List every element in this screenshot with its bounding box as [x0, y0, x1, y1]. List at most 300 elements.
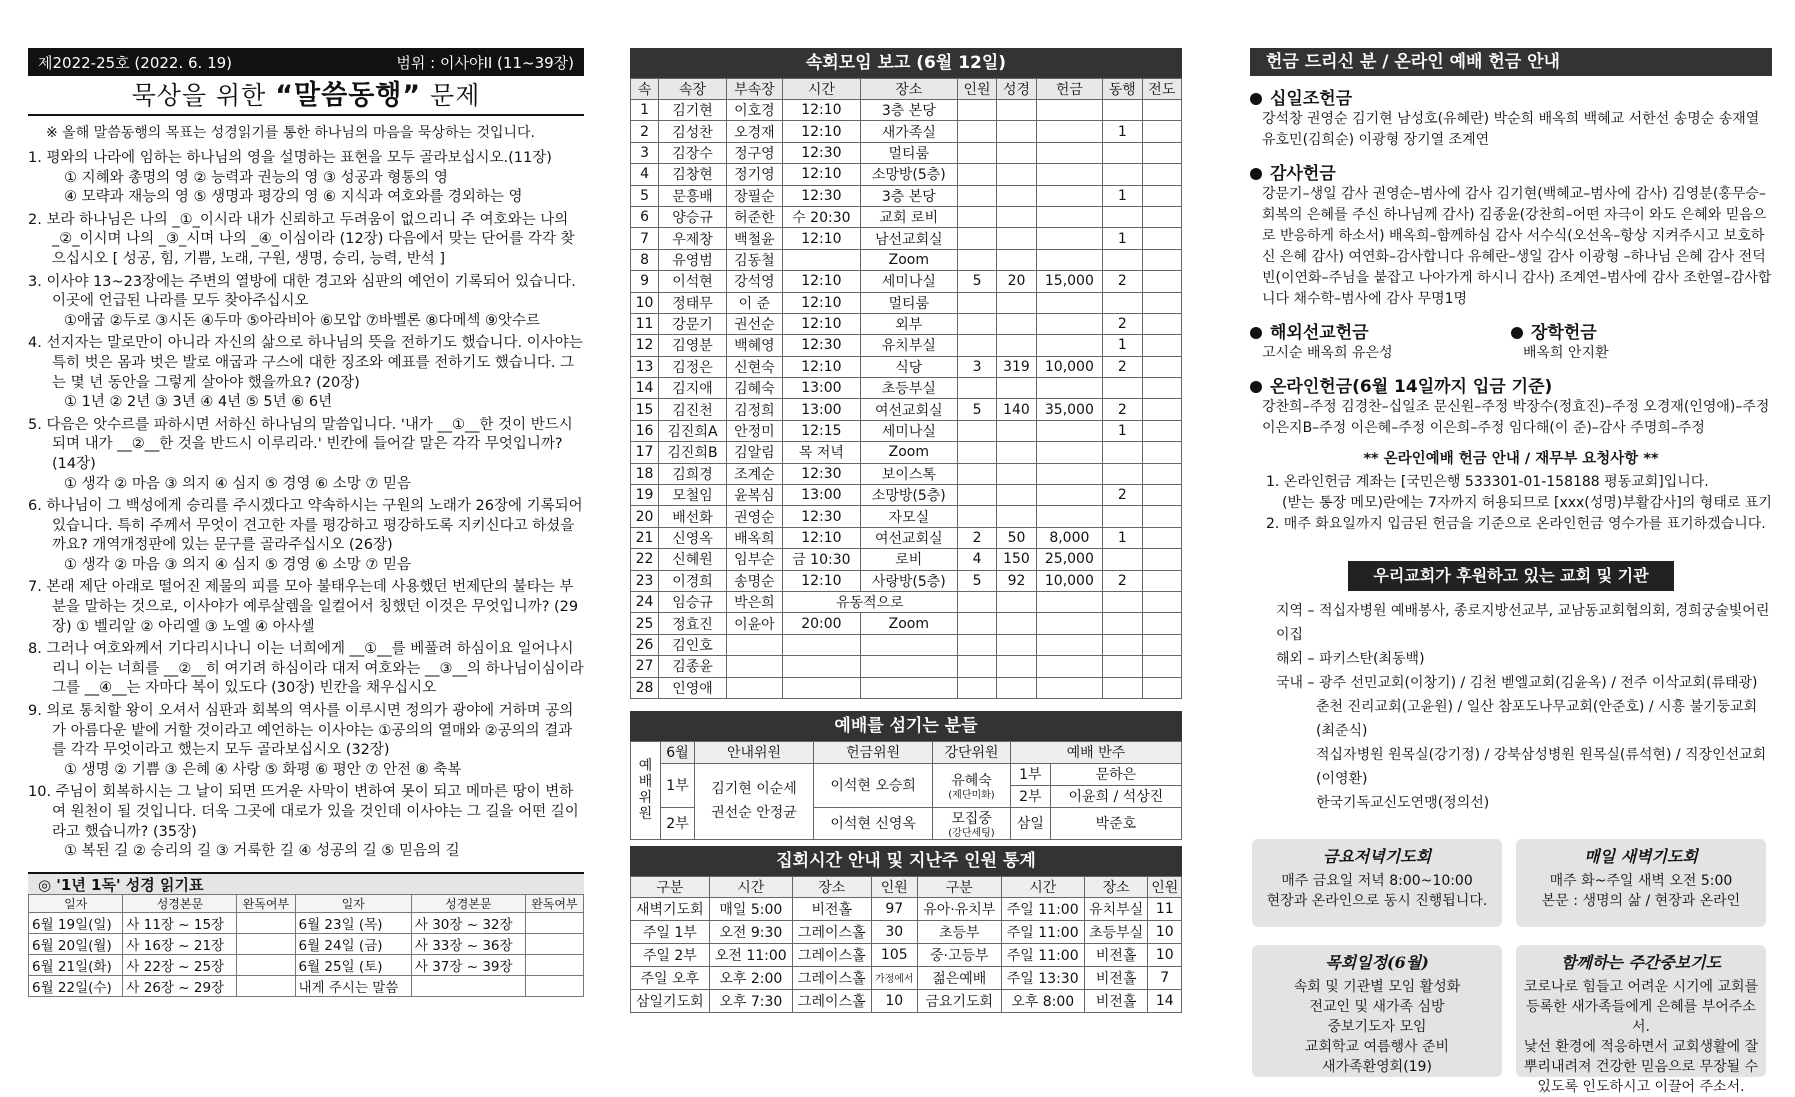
table-row	[631, 378, 1182, 399]
small-group-cell	[1142, 164, 1182, 185]
dawn-prayer-line1: 매주 화~주일 새벽 오전 5:00	[1549, 873, 1733, 889]
small-group-cell: 강석영	[726, 271, 782, 292]
meeting-cell: 14	[1148, 989, 1182, 1012]
reading-cell: 내게 주시는 말씀	[295, 975, 411, 996]
small-group-cell: 12:10	[782, 121, 860, 142]
small-group-table	[630, 78, 1182, 699]
small-group-cell: 목 저녁	[782, 442, 860, 463]
dawn-prayer-box	[1516, 839, 1766, 927]
weekly-prayer-line: 있도록 인도하시고 이끌어 주소서.	[1537, 1079, 1745, 1095]
table-row	[631, 249, 1182, 270]
table-row	[631, 613, 1182, 634]
small-group-header: 전도	[1142, 79, 1182, 100]
reading-cell	[237, 912, 295, 933]
small-group-cell	[1036, 378, 1102, 399]
small-group-cell	[1036, 463, 1102, 484]
table-row	[29, 933, 584, 954]
meeting-title: 집회시간 안내 및 지난주 인원 통계	[630, 846, 1182, 876]
meeting-cell: 오후 7:30	[709, 989, 792, 1012]
small-group-cell: 12:10	[782, 100, 860, 121]
notice-1: 1. 온라인헌금 계좌는 [국민은행 533301-01-158188 평동교회]입니다.	[1266, 474, 1709, 490]
small-group-cell: 이호경	[726, 100, 782, 121]
small-group-cell	[782, 677, 860, 698]
small-group-cell: 배옥희	[726, 527, 782, 548]
small-group-cell: 27	[631, 656, 659, 677]
small-group-cell: 김희경	[659, 463, 727, 484]
small-group-cell: Zoom	[860, 442, 957, 463]
title-post: 문제	[421, 81, 481, 110]
small-group-cell	[726, 656, 782, 677]
table-row	[631, 677, 1182, 698]
small-group-cell: 15,000	[1036, 271, 1102, 292]
small-group-cell	[1103, 164, 1142, 185]
table-row	[631, 485, 1182, 506]
small-group-cell: 13:00	[782, 399, 860, 420]
small-group-cell	[1036, 591, 1102, 612]
acc-r1-name: 문하은	[1050, 763, 1181, 785]
weekly-prayer-line: 코로나로 힘들고 어려운 시기에 교회를	[1523, 979, 1759, 995]
small-group-cell	[1103, 677, 1142, 698]
small-group-cell: 12:10	[782, 527, 860, 548]
small-group-cell: 12:10	[782, 570, 860, 591]
small-group-cell	[726, 634, 782, 655]
small-group-cell	[1103, 100, 1142, 121]
small-group-cell: 8,000	[1036, 527, 1102, 548]
reading-cell: 6월 24일 (금)	[295, 933, 411, 954]
small-group-cell: 자모실	[860, 506, 957, 527]
meeting-cell: 주일 11:00	[1001, 897, 1084, 920]
small-group-cell: 김알림	[726, 442, 782, 463]
small-group-cell	[1142, 378, 1182, 399]
altar1: 유혜숙	[951, 772, 992, 789]
small-group-cell: 김동철	[726, 249, 782, 270]
reading-header: 완독여부	[237, 894, 295, 912]
support-domestic-2: 춘천 진리교회(고윤원) / 일산 참포도나무교회(안준호) / 시흥 불기둥교회(최준식)	[1316, 699, 1758, 739]
meeting-cell: 새벽기도회	[631, 897, 710, 920]
small-group-cell	[1036, 634, 1102, 655]
reading-cell	[525, 933, 583, 954]
small-group-cell	[997, 442, 1036, 463]
table-row	[631, 121, 1182, 142]
small-group-cell: 식당	[860, 356, 957, 377]
meeting-cell: 초등부	[917, 920, 1001, 943]
small-group-cell: 12	[631, 335, 659, 356]
small-group-cell	[997, 677, 1036, 698]
small-group-cell: 24	[631, 591, 659, 612]
small-group-cell: 교회 로비	[860, 206, 957, 227]
acc-r2-name: 이윤희 / 석상진	[1050, 785, 1181, 807]
small-group-cell	[1036, 420, 1102, 441]
small-group-cell	[957, 591, 996, 612]
question	[28, 149, 584, 208]
meeting-table	[630, 876, 1182, 1013]
small-group-cell: 김창현	[659, 164, 727, 185]
small-group-cell: 우제창	[659, 228, 727, 249]
schedule-line: 중보기도자 모임	[1327, 1019, 1427, 1035]
meeting-cell: 그레이스홀	[792, 920, 871, 943]
offering-r2: 이석현 신영옥	[814, 807, 933, 839]
table-row	[631, 399, 1182, 420]
reading-header: 완독여부	[525, 894, 583, 912]
question-text: 10. 주님이 회복하시는 그 날이 되면 뜨거운 사막이 변하여 못이 되고 메마른 땅이 변하여 원천이 될 것입니다. 더욱 그곳에 대로가 있을 것인데 이사야는 그 길을 어떤 길이라고 했습니까? (35장)	[28, 784, 579, 840]
small-group-cell: 19	[631, 485, 659, 506]
offering-r1: 이석현 오승희	[814, 763, 933, 807]
small-group-header: 속	[631, 79, 659, 100]
small-group-cell: 김지애	[659, 378, 727, 399]
r1-label: 1부	[661, 763, 695, 807]
small-group-cell: 오경재	[726, 121, 782, 142]
question-list	[28, 149, 584, 862]
small-group-cell	[1036, 185, 1102, 206]
thanks-title: 감사헌금	[1270, 164, 1336, 184]
table-row	[631, 420, 1182, 441]
question-text: 2. 보라 하나님은 나의 _①_이시라 내가 신뢰하고 두려움이 없으리니 주 여호와는 나의 _②_이시며 나의 _③_시며 나의 _④_이심이라 (12장) 다음에서 맞는 단어를 각각 찾으십시오 [ 성공, 힘, 기쁨, 노래, 구원, 생명, 승리, 능력, 반석 ]	[28, 211, 575, 267]
question-options: ① 복된 길 ② 승리의 길 ③ 거룩한 길 ④ 성공의 길 ⑤ 믿음의 길	[64, 843, 460, 860]
small-group-cell: 송명순	[726, 570, 782, 591]
table-row	[631, 506, 1182, 527]
offering-header: 헌금위원	[814, 741, 933, 763]
small-group-cell: 5	[957, 570, 996, 591]
notice-2: 2. 매주 화요일까지 입금된 헌금을 기준으로 온라인헌금 영수가를 표기하겠습니다.	[1266, 516, 1766, 532]
small-group-cell	[782, 634, 860, 655]
small-group-cell: 14	[631, 378, 659, 399]
meeting-cell: 그레이스홀	[792, 966, 871, 989]
dawn-prayer-line2: 본문 : 생명의 삶 / 현장과 온라인	[1541, 893, 1741, 909]
small-group-cell	[1103, 378, 1142, 399]
meeting-cell: 유치부실	[1084, 897, 1148, 920]
small-group-cell: 유치부실	[860, 335, 957, 356]
small-group-cell: 정기영	[726, 164, 782, 185]
tithe-names: 강석창 권영순 김기현 남성호(유혜란) 박순희 배옥희 백혜교 서한선 송명순 송재열 유호민(김희순) 이광형 장기열 조계연	[1262, 111, 1760, 148]
small-group-cell	[1103, 549, 1142, 570]
small-group-cell: 백철윤	[726, 228, 782, 249]
title-main: “말씀동행”	[275, 80, 422, 111]
small-group-cell: 12:10	[782, 356, 860, 377]
small-group-cell	[1142, 271, 1182, 292]
small-group-cell: 2	[1103, 485, 1142, 506]
small-group-cell	[997, 463, 1036, 484]
small-group-cell: 김진희A	[659, 420, 727, 441]
small-group-cell: 1	[1103, 527, 1142, 548]
small-group-cell	[957, 420, 996, 441]
small-group-cell: 15	[631, 399, 659, 420]
small-group-cell	[1103, 442, 1142, 463]
small-group-cell: 권영순	[726, 506, 782, 527]
notice-list	[1250, 472, 1772, 535]
meeting-cell: 비전홀	[1084, 989, 1148, 1012]
small-group-cell	[1103, 591, 1142, 612]
small-group-cell	[782, 249, 860, 270]
small-group-cell: 12:10	[782, 313, 860, 334]
table-row	[29, 975, 584, 996]
small-group-cell	[957, 206, 996, 227]
small-group-cell: 유동적으로	[782, 591, 957, 612]
reading-cell	[237, 975, 295, 996]
schedule-box	[1252, 945, 1502, 1077]
small-group-cell	[1142, 570, 1182, 591]
small-group-cell	[997, 228, 1036, 249]
table-row	[631, 549, 1182, 570]
small-group-cell	[1036, 142, 1102, 163]
small-group-cell: 세미나실	[860, 271, 957, 292]
weekly-prayer-line: 등록한 새가족들에게 은혜를 부어주소서.	[1526, 999, 1756, 1035]
small-group-cell	[1142, 142, 1182, 163]
small-group-cell: 1	[1103, 121, 1142, 142]
small-group-cell: 배선화	[659, 506, 727, 527]
small-group-cell: 이경희	[659, 570, 727, 591]
small-group-cell: 13:00	[782, 485, 860, 506]
small-group-cell: 1	[631, 100, 659, 121]
small-group-cell: 92	[997, 570, 1036, 591]
worship-title: 예배를 섬기는 분들	[630, 711, 1182, 741]
small-group-cell	[1103, 656, 1142, 677]
small-group-cell: 여선교회실	[860, 399, 957, 420]
table-row	[631, 292, 1182, 313]
table-row	[631, 164, 1182, 185]
small-group-cell: 12:30	[782, 142, 860, 163]
support-overseas: 해외 – 파키스탄(최동백)	[1276, 651, 1425, 667]
question-options: ①애굽 ②두로 ③시돈 ④두마 ⑤아라비아 ⑥모압 ⑦바벨론 ⑧다메섹 ⑨앗수르	[64, 312, 541, 329]
scholar-title: 장학헌금	[1531, 323, 1597, 343]
small-group-cell: 3층 본당	[860, 185, 957, 206]
support-domestic: 국내 – 광주 선민교회(이창기) / 김천 벧엘교회(김윤옥) / 전주 이삭교회(류태광)	[1276, 675, 1758, 691]
meeting-cell: 10	[871, 989, 917, 1012]
question-options: ① 생각 ② 마음 ③ 의지 ④ 심지 ⑤ 경영 ⑥ 소망 ⑦ 믿음	[64, 556, 412, 573]
small-group-cell: 로비	[860, 549, 957, 570]
question	[28, 783, 584, 861]
small-group-cell: 2	[1103, 356, 1142, 377]
meeting-header: 시간	[1001, 876, 1084, 897]
small-group-cell: 양승규	[659, 206, 727, 227]
question-text: 6. 하나님이 그 백성에게 승리를 주시겠다고 약속하시는 구원의 노래가 26장에 기록되어 있습니다. 특히 주께서 무엇이 견고한 자를 평강하고 평강하도록 지키신다고 하셨을까요? 개역개정판에 있는 문구를 골라주십시오 (26장)	[28, 498, 583, 554]
schedule-line: 교회학교 여름행사 준비	[1304, 1039, 1450, 1055]
small-group-cell	[1142, 442, 1182, 463]
page-title	[28, 76, 584, 116]
small-group-cell: 모철임	[659, 485, 727, 506]
meeting-cell: 7	[1148, 966, 1182, 989]
meeting-cell: 매일 5:00	[709, 897, 792, 920]
reading-header: 일자	[29, 894, 123, 912]
small-group-cell: 4	[631, 164, 659, 185]
small-group-cell: 17	[631, 442, 659, 463]
small-group-cell: 김진희B	[659, 442, 727, 463]
small-group-cell	[997, 591, 1036, 612]
mission-names: 고시순 배옥희 유은성	[1262, 345, 1393, 361]
small-group-cell	[1142, 292, 1182, 313]
small-group-cell	[1036, 656, 1102, 677]
small-group-cell: 10,000	[1036, 356, 1102, 377]
small-group-cell: 12:30	[782, 335, 860, 356]
schedule-line: 속회 및 기관별 모임 활성화	[1293, 979, 1461, 995]
small-group-cell	[860, 634, 957, 655]
table-row	[631, 356, 1182, 377]
small-group-cell: 김기현	[659, 100, 727, 121]
online-section-title	[1250, 372, 1772, 397]
table-row	[631, 897, 1182, 920]
small-group-cell	[997, 485, 1036, 506]
friday-prayer-line2: 현장과 온라인으로 동시 진행됩니다.	[1266, 893, 1488, 909]
small-group-cell: 소망방(5층)	[860, 164, 957, 185]
quiz-note: ※ 올해 말씀동행의 목표는 성경읽기를 통한 하나님의 마음을 묵상하는 것입니다.	[46, 125, 535, 141]
scholar-section-title	[1511, 318, 1772, 343]
small-group-cell: Zoom	[860, 249, 957, 270]
small-group-cell: 백혜영	[726, 335, 782, 356]
meeting-cell: 초등부실	[1084, 920, 1148, 943]
altar2-sub: (강단세팅)	[948, 827, 995, 839]
small-group-cell: 김혜숙	[726, 378, 782, 399]
small-group-cell	[860, 677, 957, 698]
small-group-cell: 김인호	[659, 634, 727, 655]
small-group-cell	[957, 164, 996, 185]
small-group-cell: 2	[1103, 570, 1142, 591]
question-text: 8. 그러나 여호와께서 기다리시나니 이는 너희에게 __①__를 베풀려 하심이요 일어나시리니 이는 너희를 __②__히 여기려 하심이라 대저 여호와는 __③__의 하나님이심이라 그를 __④__는 자마다 복이 있도다 (30장) 빈칸을 채우십시오	[28, 641, 584, 697]
accompanist-header: 예배 반주	[1010, 741, 1181, 763]
reading-cell: 6월 25일 (토)	[295, 954, 411, 975]
meeting-cell: 삼일기도회	[631, 989, 710, 1012]
small-group-cell	[1036, 249, 1102, 270]
question	[28, 497, 584, 575]
small-group-cell: 50	[997, 527, 1036, 548]
small-group-cell: 25,000	[1036, 549, 1102, 570]
reading-cell	[237, 954, 295, 975]
small-group-header: 속장	[659, 79, 727, 100]
worship-month: 6월	[661, 741, 695, 763]
table-row	[631, 943, 1182, 966]
reading-cell: 사 26장 ~ 29장	[123, 975, 237, 996]
small-group-cell: 세미나실	[860, 420, 957, 441]
small-group-cell: 새가족실	[860, 121, 957, 142]
table-row	[631, 442, 1182, 463]
small-group-cell: 12:10	[782, 164, 860, 185]
small-group-cell	[957, 613, 996, 634]
meeting-cell: 97	[871, 897, 917, 920]
small-group-cell	[1142, 506, 1182, 527]
table-row	[631, 335, 1182, 356]
small-group-cell: 6	[631, 206, 659, 227]
meeting-cell: 비전홀	[1084, 943, 1148, 966]
small-group-cell: 김장수	[659, 142, 727, 163]
meeting-cell: 105	[871, 943, 917, 966]
report-column	[630, 48, 1182, 1013]
question	[28, 702, 584, 780]
small-group-cell: 2	[1103, 313, 1142, 334]
small-group-cell: 1	[1103, 335, 1142, 356]
acc-r3-name: 박준호	[1050, 807, 1181, 839]
small-group-header: 시간	[782, 79, 860, 100]
small-group-cell: 20:00	[782, 613, 860, 634]
reading-cell: 사 37장 ~ 39장	[411, 954, 525, 975]
notice-1b: (받는 통장 메모)란에는 7자까지 허용되므로 [xxx(성명)부활감사]의 형태로 표기	[1282, 495, 1772, 511]
small-group-cell	[997, 313, 1036, 334]
question-text: 1. 평와의 나라에 임하는 하나님의 영을 설명하는 표현을 모두 골라보십시오.(11장)	[28, 150, 552, 166]
question-options: ① 1년 ② 2년 ③ 3년 ④ 4년 ⑤ 5년 ⑥ 6년	[64, 394, 333, 411]
question-text: 3. 이사야 13~23장에는 주변의 열방에 대한 경고와 심판의 예언이 기록되어 있습니다. 이곳에 언급된 나라를 모두 찾아주십시오	[28, 273, 576, 310]
small-group-cell: 26	[631, 634, 659, 655]
reading-cell: 사 16장 ~ 21장	[123, 933, 237, 954]
meeting-cell: 비전홀	[792, 897, 871, 920]
small-group-cell	[957, 506, 996, 527]
question	[28, 273, 584, 332]
support-title: 우리교회가 후원하고 있는 교회 및 기관	[1348, 561, 1674, 591]
weekly-prayer-box	[1516, 945, 1766, 1095]
small-group-cell: 23	[631, 570, 659, 591]
small-group-cell	[1103, 249, 1142, 270]
small-group-cell: 외부	[860, 313, 957, 334]
small-group-cell	[1142, 100, 1182, 121]
question	[28, 578, 584, 637]
small-group-cell	[1036, 228, 1102, 249]
bullet-icon	[1250, 168, 1262, 180]
small-group-header: 인원	[957, 79, 996, 100]
small-group-cell	[1036, 100, 1102, 121]
small-group-cell	[1036, 206, 1102, 227]
meeting-cell: 오후 2:00	[709, 966, 792, 989]
meeting-cell: 10	[1148, 943, 1182, 966]
small-group-cell: 이윤아	[726, 613, 782, 634]
small-group-cell	[1036, 506, 1102, 527]
small-group-cell: 12:30	[782, 463, 860, 484]
bullet-icon	[1250, 381, 1262, 393]
table-row	[631, 271, 1182, 292]
small-group-cell	[957, 121, 996, 142]
bullet-icon	[1250, 327, 1262, 339]
meeting-cell: 오전 9:30	[709, 920, 792, 943]
reading-cell	[525, 975, 583, 996]
small-group-cell: 5	[957, 399, 996, 420]
reading-header: 성경본문	[411, 894, 525, 912]
meeting-cell: 30	[871, 920, 917, 943]
acc-r2-label: 2부	[1010, 785, 1050, 807]
small-group-cell: 이 준	[726, 292, 782, 313]
meeting-cell: 유아·유치부	[917, 897, 1001, 920]
small-group-cell	[957, 335, 996, 356]
question-options: ① 생각 ② 마음 ③ 의지 ④ 심지 ⑤ 경영 ⑥ 소망 ⑦ 믿음	[64, 475, 412, 492]
small-group-cell: 140	[997, 399, 1036, 420]
small-group-cell	[957, 100, 996, 121]
small-group-cell: 3	[957, 356, 996, 377]
small-group-cell	[997, 613, 1036, 634]
table-row	[29, 954, 584, 975]
reading-cell: 사 22장 ~ 25장	[123, 954, 237, 975]
table-row	[631, 527, 1182, 548]
small-group-cell: 김정희	[726, 399, 782, 420]
small-group-header: 장소	[860, 79, 957, 100]
small-group-cell: 여선교회실	[860, 527, 957, 548]
small-group-cell	[1036, 335, 1102, 356]
small-group-header: 헌금	[1036, 79, 1102, 100]
scholar-names: 배옥희 안지환	[1523, 345, 1609, 361]
reading-cell: 사 30장 ~ 32장	[411, 912, 525, 933]
small-group-cell: 유영범	[659, 249, 727, 270]
small-group-cell	[1142, 613, 1182, 634]
small-group-cell	[1142, 485, 1182, 506]
small-group-cell: 13:00	[782, 378, 860, 399]
question-text: 5. 다음은 앗수르를 파하시면 서하신 하나님의 말씀입니다. '내가 __①__한 것이 반드시 되며 내가 __②__한 것을 반드시 이루리라.' 빈칸에 들어갈 말은 각각 무엇입니까? (14장)	[28, 416, 573, 472]
small-group-cell	[957, 442, 996, 463]
table-row	[631, 634, 1182, 655]
altar2: 모집중	[951, 810, 992, 827]
small-group-cell: 20	[631, 506, 659, 527]
meeting-cell: 비전홀	[1084, 966, 1148, 989]
thanks-names: 강문기–생일 감사 권영순–범사에 감사 김기현(백혜교–범사에 감사) 김영분(홍무승–회복의 은혜를 주신 하나님께 감사) 김종윤(강찬희–어떤 자극이 와도 은혜와 믿음으로 반응하게 하소서) 배옥희–함께하심 감사 서수식(오선옥–항상 지켜주시고 보호하신 은혜 감사) 여연화–감사합니다 유혜란–생일 감사 이광형 –하나님 은혜 감사 전덕빈(이연화–주님을 붙잡고 나아가게 하시니 감사) 조계연–범사에 감사 조한열–감사합니다 채수학–범사에 감사 무명1명	[1262, 186, 1772, 307]
small-group-cell: 허준한	[726, 206, 782, 227]
table-row	[631, 228, 1182, 249]
small-group-cell: 3	[631, 142, 659, 163]
quiz-column	[28, 48, 584, 997]
small-group-cell: 10,000	[1036, 570, 1102, 591]
small-group-cell: 멀티룸	[860, 142, 957, 163]
small-group-cell: 수 20:30	[782, 206, 860, 227]
